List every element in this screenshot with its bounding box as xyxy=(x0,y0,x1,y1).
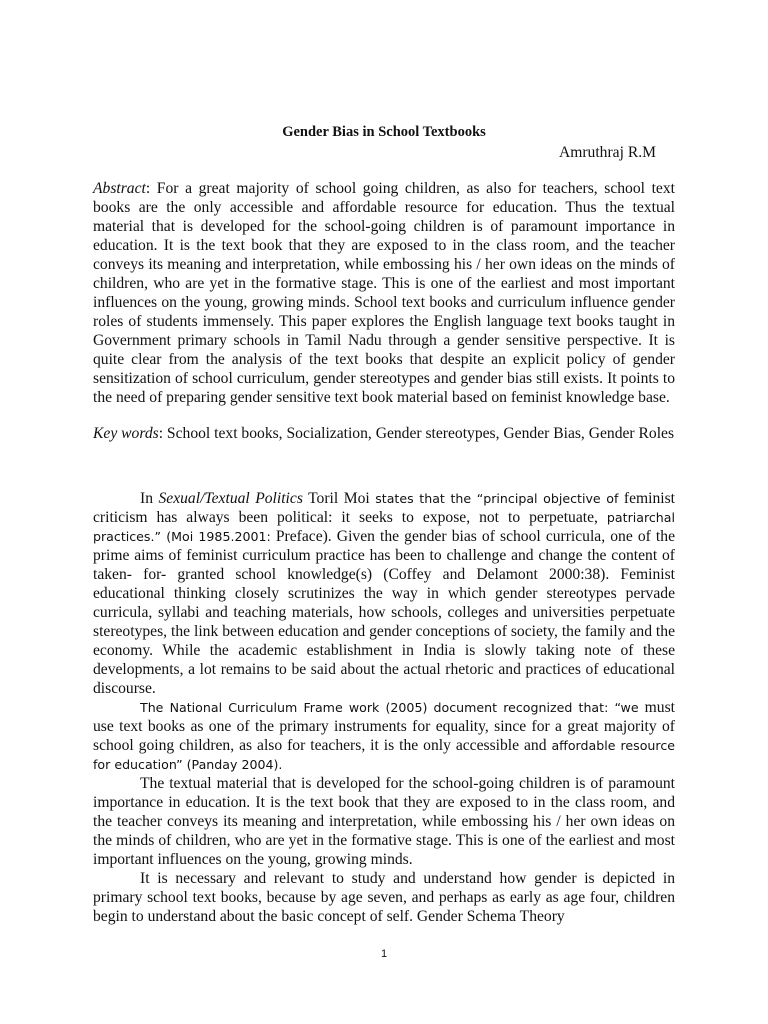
document-page xyxy=(93,118,675,926)
p1-book-title: Sexual/Textual Politics xyxy=(158,490,303,507)
page-number: 1 xyxy=(380,948,388,960)
p1-author-ref: Toril Moi xyxy=(302,490,376,507)
p2-quote-body: must use text books as one of the primary instruments for equality, since for a great majority of school going children, as also for teachers, it is the only accessible and xyxy=(93,699,675,754)
abstract-paragraph xyxy=(93,179,675,407)
author-name: Amruthraj R.M xyxy=(558,144,656,161)
p1-quote-end: patriarchal practices.” (Moi 1985.2001: xyxy=(93,510,675,544)
keywords-paragraph xyxy=(93,424,675,443)
p2-intro: The National Curriculum Frame work (2005) document recognized that: “we xyxy=(140,700,639,715)
p1-rest: Preface). Given the gender bias of school curricula, one of the prime aims of feminist curriculum practice has been to challenge and change the content of taken- for- granted school knowledge(s) (Coffey and Delamont 2000:38). Feminist educational thinking closely scrutinizes the way in which gender stereotypes pervade curricula, syllabi and teaching materials, how schools, colleges and universities perpetuate stereotypes, the link between education and gender conceptions of society, the family and the economy. While the academic establishment in India is slowly taking note of these developments, a lot remains to be said about the actual rhetoric and practices of educational discourse. xyxy=(93,528,675,697)
p1-quote-body: feminist criticism has always been political: it seeks to expose, not to perpetuate, xyxy=(93,490,676,526)
body-paragraph-4: It is necessary and relevant to study and understand how gender is depicted in primary school text books, because by age seven, and perhaps as early as age four, children begin to understand about the basic concept of self. Gender Schema Theory xyxy=(93,870,675,925)
paper-title: Gender Bias in School Textbooks xyxy=(282,124,486,140)
keywords-label: Key words xyxy=(93,425,159,442)
p2-quote-end: affordable resource for education” (Panday 2004). xyxy=(93,738,675,772)
p1-intro: In xyxy=(140,490,159,507)
body-paragraph-2 xyxy=(93,698,675,774)
p1-quote-start: states that the “principal objective of xyxy=(375,491,619,506)
keywords-text: : School text books, Socialization, Gender stereotypes, Gender Bias, Gender Roles xyxy=(158,425,675,442)
abstract-text: : For a great majority of school going children, as also for teachers, school text books are the only accessible and affordable resource for education. Thus the textual material that is developed for the school-going children is of paramount importance in education. It is the text book that they are exposed to in the class room, and the teacher conveys its meaning and interpretation, while embossing his / her own ideas on the minds of children, who are yet in the formative stage. This is one of the earliest and most important influences on the young, growing minds. School text books and curriculum influence gender roles of students immensely. This paper explores the English language text books taught in Government primary schools in Tamil Nadu through a gender sensitive perspective. It is quite clear from the analysis of the text books that despite an explicit policy of gender sensitization of school curriculum, gender stereotypes and gender bias still exists. It points to the need of preparing gender sensitive text book material based on feminist knowledge base. xyxy=(93,180,675,406)
abstract-label: Abstract xyxy=(93,180,146,197)
body-paragraph-3: The textual material that is developed for the school-going children is of paramount importance in education. It is the text book that they are exposed to in the class room, and the teacher conveys its meaning and interpretation, while embossing his / her own ideas on the minds of children, who are yet in the formative stage. This is one of the earliest and most important influences on the young, growing minds. xyxy=(93,775,675,868)
body-paragraph-1 xyxy=(93,489,675,698)
